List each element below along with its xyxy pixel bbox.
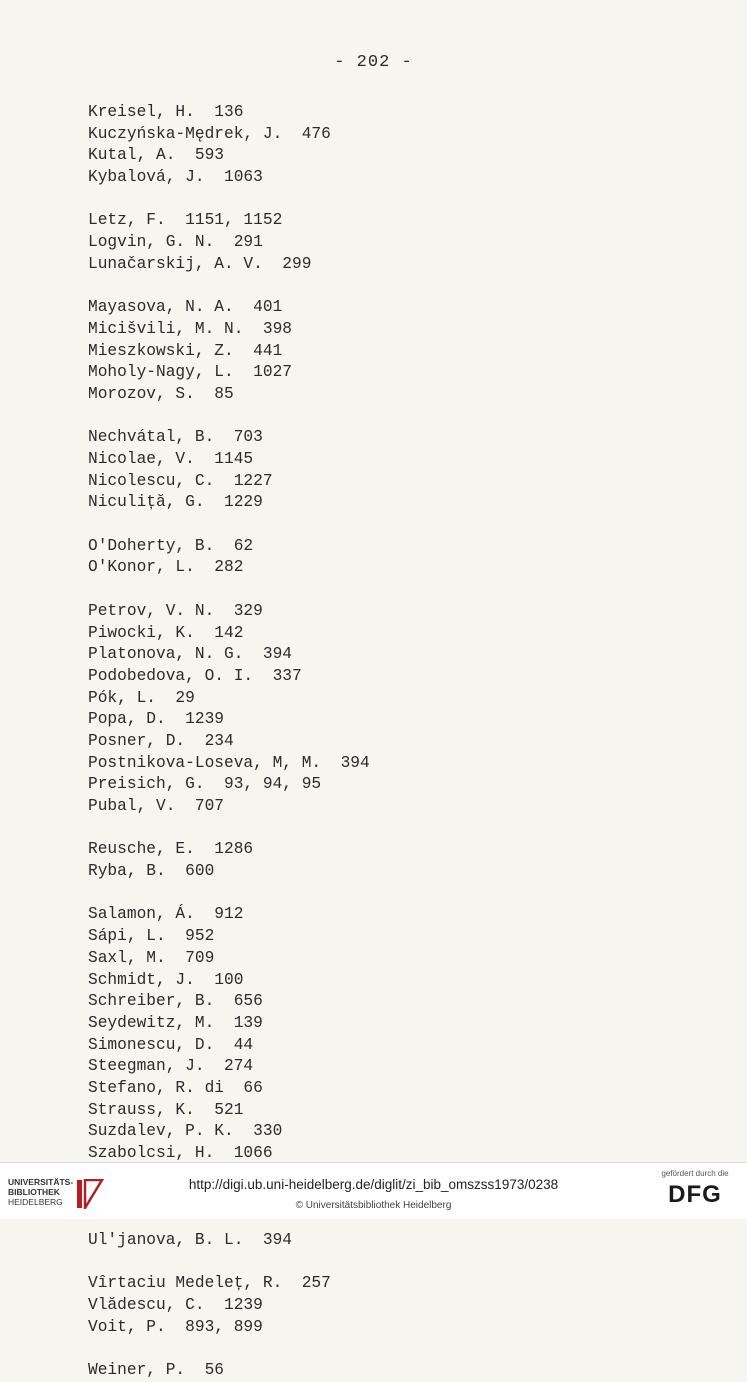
index-entry: Mieszkowski, Z. 441: [88, 341, 283, 360]
index-entry: Vîrtaciu Medeleț, R. 257: [88, 1274, 331, 1293]
index-entry: Letz, F. 1151, 1152: [88, 211, 283, 230]
index-entry: Kuczyńska-Mędrek, J. 476: [88, 124, 331, 143]
index-entry: Strauss, K. 521: [88, 1100, 244, 1119]
index-entry: Ul'janova, B. L. 394: [88, 1230, 292, 1249]
group-gap: [88, 189, 370, 211]
index-entry: Szabolcsi, H. 1066: [88, 1144, 273, 1162]
index-entry: Simonescu, D. 44: [88, 1035, 254, 1054]
funder-caption: gefördert durch die: [661, 1169, 729, 1178]
index-entry: Saxl, M. 709: [88, 948, 215, 967]
index-entry: Petrov, V. N. 329: [88, 601, 263, 620]
index-entry: Pubal, V. 707: [88, 797, 224, 815]
index-entry: Stefano, R. di 66: [88, 1078, 263, 1097]
index-entry: Nicolae, V. 1145: [88, 450, 254, 468]
index-entry: Kutal, A. 593: [88, 146, 224, 165]
index-entry: Schreiber, B. 656: [88, 992, 263, 1011]
index-entry: Posner, D. 234: [88, 731, 234, 750]
group-gap: [88, 276, 370, 298]
group-gap: [88, 406, 370, 428]
index-entry: Preisich, G. 93, 94, 95: [88, 775, 322, 794]
index-entry: Popa, D. 1239: [88, 710, 224, 729]
index-entry: Sápi, L. 952: [88, 927, 215, 946]
dfg-logo-icon: [657, 1180, 733, 1206]
page-number: - 202 -: [334, 53, 413, 72]
index-entry: Voit, P. 893, 899: [88, 1317, 263, 1336]
group-gap: [88, 883, 370, 905]
index-entry: Nechvátal, B. 703: [88, 428, 263, 447]
index-entry: Niculiță, G. 1229: [88, 493, 263, 512]
index-entry: Suzdalev, P. K. 330: [88, 1122, 283, 1141]
index-entry: Reusche, E. 1286: [88, 840, 254, 859]
index-entry: Mayasova, N. A. 401: [88, 298, 283, 317]
index-entry: Podobedova, O. I. 337: [88, 666, 302, 685]
index-entry: Logvin, G. N. 291: [88, 233, 263, 252]
index-entry: Salamon, Á. 912: [88, 905, 244, 924]
index-entry: Seydewitz, M. 139: [88, 1013, 263, 1032]
index-entry: Vlădescu, C. 1239: [88, 1295, 263, 1314]
permalink-url[interactable]: http://digi.ub.uni-heidelberg.de/diglit/zi_bib_omszss1973/0238: [188, 1177, 559, 1192]
library-name-line-3: HEIDELBERG: [8, 1197, 63, 1207]
svg-text:DFG: DFG: [668, 1181, 722, 1206]
index-entry: Piwocki, K. 142: [88, 623, 244, 642]
index-entry: O'Konor, L. 282: [88, 558, 244, 577]
index-entry: Pók, L. 29: [88, 688, 195, 707]
index-entry: Kreisel, H. 136: [88, 103, 244, 121]
index-entry: Postnikova-Loseva, M, M. 394: [88, 753, 370, 772]
footer-bar: [0, 1162, 747, 1219]
funder-logo[interactable]: [653, 1169, 737, 1211]
library-name-line-2: BIBLIOTHEK: [8, 1187, 60, 1197]
index-entry: Moholy-Nagy, L. 1027: [88, 363, 292, 382]
group-gap: [88, 579, 370, 601]
library-name-line-1: UNIVERSITÄTS-: [8, 1177, 74, 1187]
index-entry: Steegman, J. 274: [88, 1057, 254, 1076]
index-entry: Micišvili, M. N. 398: [88, 319, 292, 338]
index-entry: Schmidt, J. 100: [88, 970, 244, 989]
index-entry: O'Doherty, B. 62: [88, 536, 254, 555]
group-gap: [88, 514, 370, 536]
index-entry: Weiner, P. 56: [88, 1360, 224, 1379]
index-entry: Morozov, S. 85: [88, 384, 234, 403]
group-gap: [88, 1338, 370, 1360]
group-gap: [88, 818, 370, 840]
index-entry: Platonova, N. G. 394: [88, 645, 292, 664]
index-entry: Lunačarskij, A. V. 299: [88, 254, 312, 273]
copyright-notice: © Universitätsbibliothek Heidelberg: [295, 1200, 452, 1211]
index-entry: Ryba, B. 600: [88, 862, 215, 881]
index-entry: Nicolescu, C. 1227: [88, 471, 273, 490]
index-entry: Kybalová, J. 1063: [88, 168, 263, 187]
group-gap: [88, 1251, 370, 1273]
